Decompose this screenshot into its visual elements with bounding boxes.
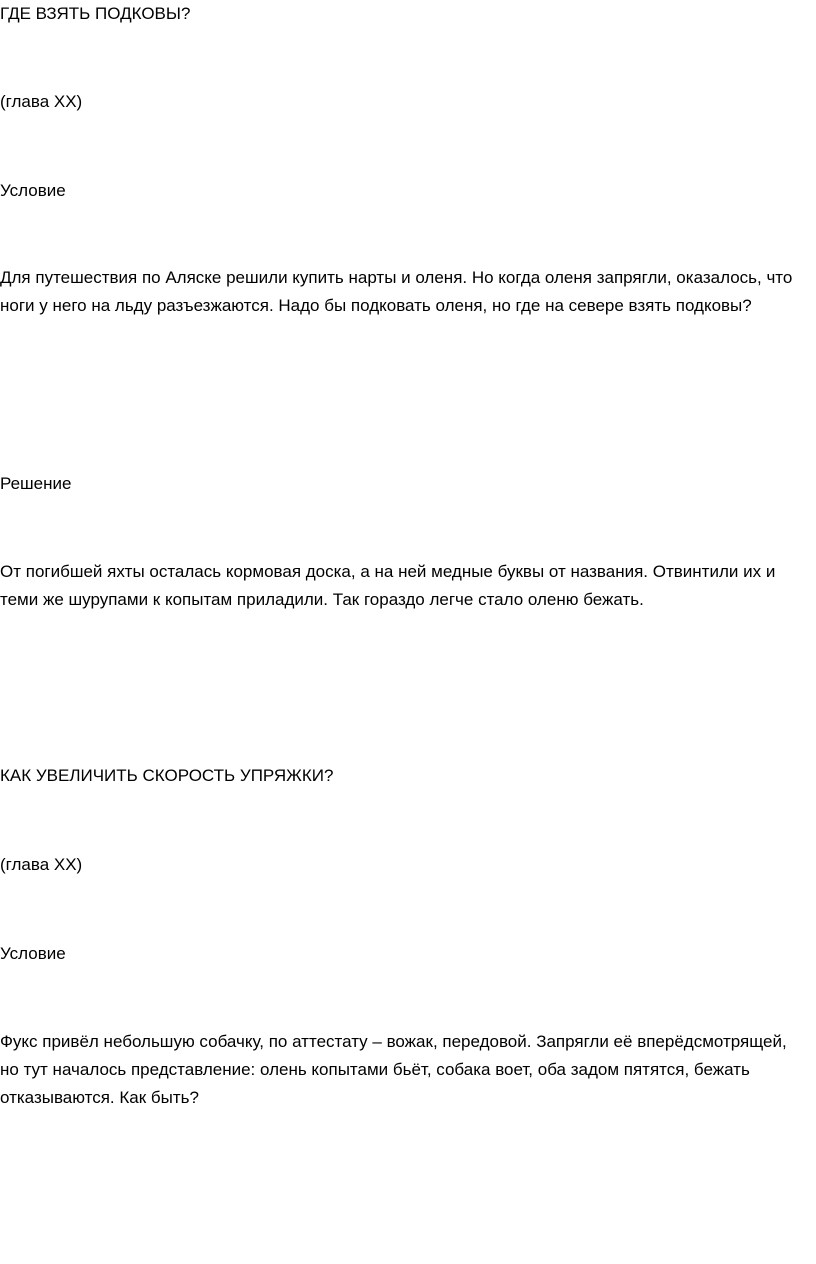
chapter-label: (глава XX) [0, 92, 83, 111]
section-title: ГДЕ ВЗЯТЬ ПОДКОВЫ? [0, 4, 191, 23]
text-line: Для путешествия по Аляске решили купить нарты и оленя. Но когда оленя запрягли, оказалось, что [0, 268, 793, 287]
text-line: отказываются. Как быть? [0, 1088, 199, 1107]
condition-paragraph [0, 264, 816, 320]
text-line: ноги у него на льду разъезжаются. Надо бы подковать оленя, но где на севере взять подковы? [0, 296, 752, 315]
solution-heading: Решение [0, 474, 72, 493]
section-title: КАК УВЕЛИЧИТЬ СКОРОСТЬ УПРЯЖКИ? [0, 766, 334, 785]
condition-paragraph [0, 1028, 816, 1112]
solution-paragraph [0, 558, 816, 614]
condition-heading: Условие [0, 944, 66, 963]
text-line: но тут началось представление: олень копытами бьёт, собака воет, оба задом пятятся, бежать [0, 1060, 750, 1079]
text-line: Фукс привёл небольшую собачку, по аттестату – вожак, передовой. Запрягли её вперёдсмотрящей, [0, 1032, 787, 1051]
chapter-label: (глава XX) [0, 855, 83, 874]
text-line: От погибшей яхты осталась кормовая доска, а на ней медные буквы от названия. Отвинтили их и [0, 562, 776, 581]
condition-heading: Условие [0, 181, 66, 200]
text-line: теми же шурупами к копытам приладили. Так гораздо легче стало оленю бежать. [0, 590, 644, 609]
